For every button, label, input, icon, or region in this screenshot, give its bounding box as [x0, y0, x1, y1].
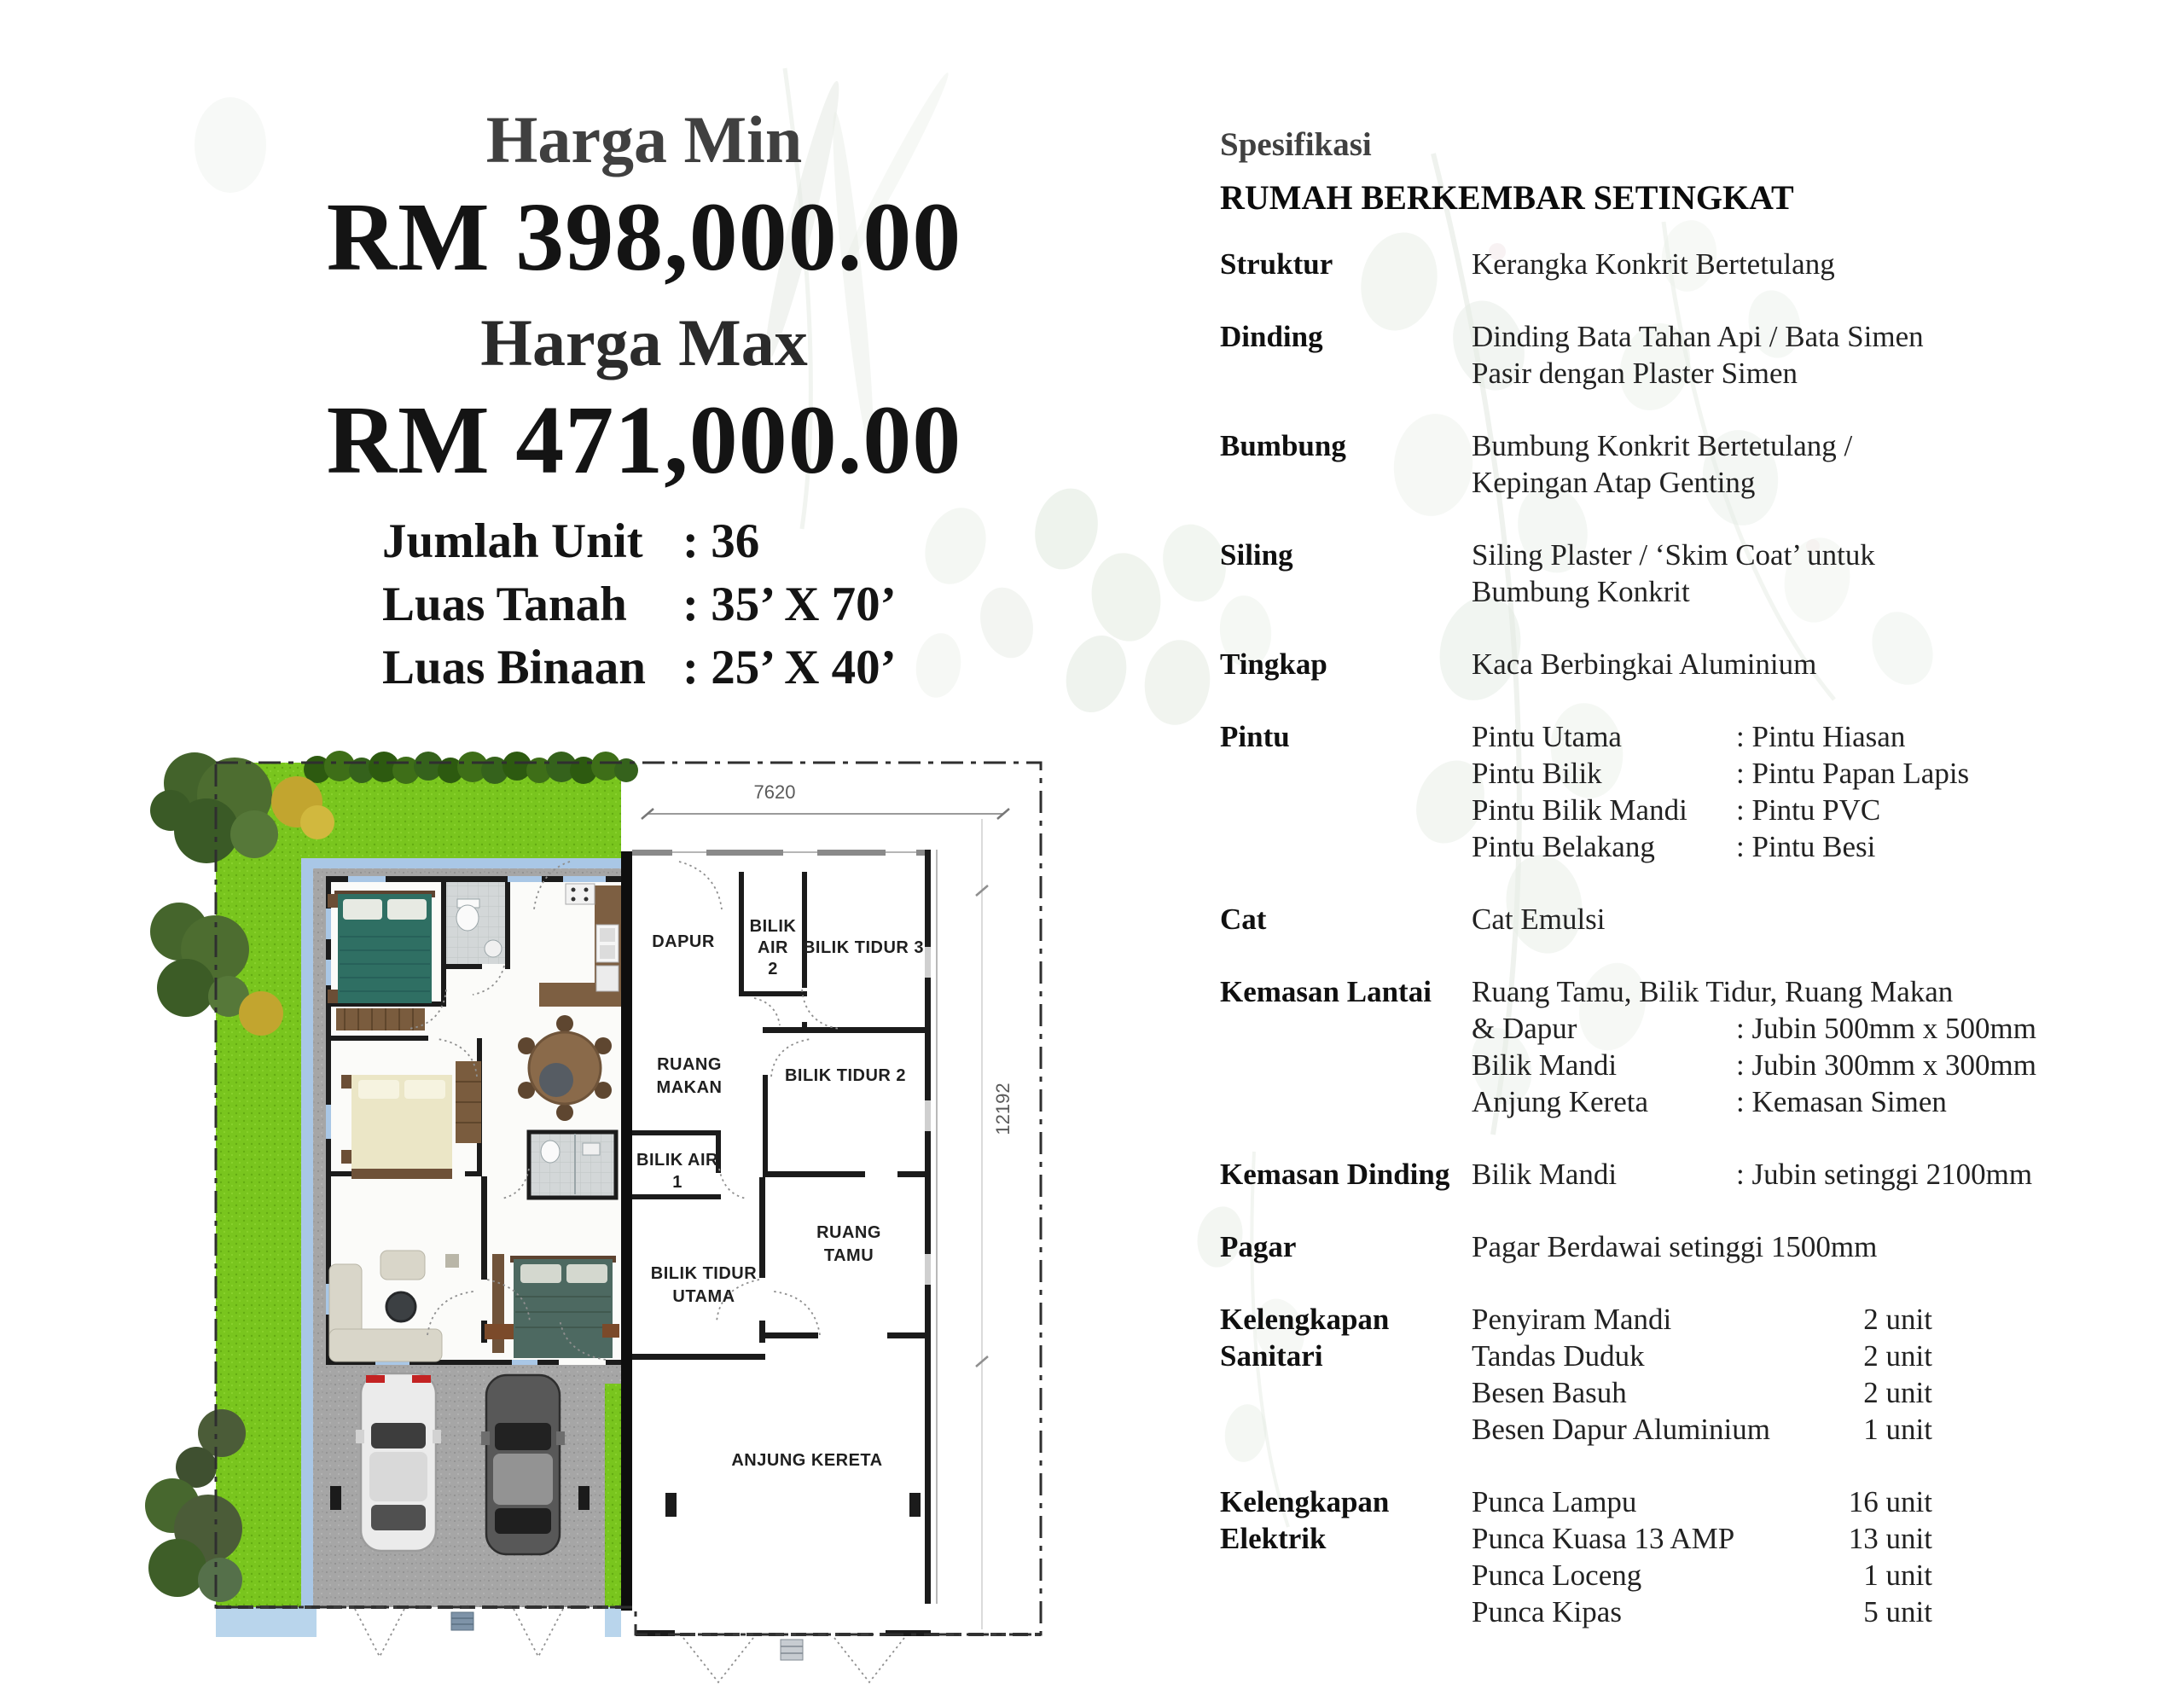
spec-row-pintu: Pintu Pintu Utama : Pintu Hiasan Pintu Bilik : Pintu Papan Lapis Pintu Bilik Mandi : Pintu PVC Pintu Belakang : Pintu Besi [1220, 720, 1970, 863]
specifications [1220, 125, 2082, 1666]
detail-row-luas-tanah [382, 573, 897, 636]
svg-text:1: 1 [672, 1173, 682, 1192]
svg-text:BILIK TIDUR: BILIK TIDUR [650, 1264, 758, 1283]
spec-row-tingkap: Tingkap Kaca Berbingkai Aluminium [1220, 647, 1817, 681]
detail-label: Luas Tanah [382, 578, 627, 631]
svg-text:BILIK: BILIK [749, 917, 797, 936]
detail-row-jumlah-unit [382, 510, 897, 573]
price-min-value: RM 398,000.00 [326, 183, 962, 291]
spec-row-cat: Cat Cat Emulsi [1220, 903, 1606, 936]
detail-value: : 36 [682, 514, 760, 568]
detail-label: Luas Binaan [382, 641, 646, 694]
bed [341, 1075, 452, 1179]
dim-depth: 12192 [992, 1083, 1014, 1135]
room-labels [636, 917, 924, 1470]
dimensions [642, 781, 1014, 1629]
detail-value: : 35’ X 70’ [682, 578, 897, 631]
room-label-anjung-kereta: ANJUNG KERETA [731, 1451, 883, 1470]
car [481, 1375, 565, 1554]
porch-pillar [578, 1486, 590, 1510]
price-max-value: RM 471,000.00 [326, 386, 962, 494]
specs-title: Spesifikasi [1220, 126, 1372, 163]
hedge [304, 751, 638, 784]
porch-pillar [909, 1493, 921, 1517]
svg-text:BILIK AIR: BILIK AIR [636, 1151, 718, 1170]
dim-width: 7620 [753, 781, 796, 803]
svg-text:RUANG: RUANG [816, 1223, 881, 1242]
spec-row-kemasan-lantai: Kemasan Lantai Ruang Tamu, Bilik Tidur, Ruang Makan & Dapur : Jubin 500mm x 500mm Bilik Mandi : Jubin 300mm x 300mm Anjung Kereta : Kemasan Simen [1220, 975, 2036, 1118]
detail-row-luas-binaan [382, 636, 897, 700]
bed [510, 1256, 616, 1358]
floor-plan [119, 742, 1075, 1689]
detail-label: Jumlah Unit [382, 514, 643, 568]
unit-details [382, 510, 897, 700]
price-min-label: Harga Min [485, 102, 803, 177]
bathroom [446, 882, 505, 964]
svg-text:UTAMA: UTAMA [672, 1287, 735, 1306]
spec-row-siling: Siling Siling Plaster / ‘Skim Coat’ untuk Bumbung Konkrit [1220, 538, 1875, 608]
porch-pillar [330, 1486, 341, 1510]
step [781, 1640, 803, 1660]
svg-text:2: 2 [768, 960, 778, 978]
svg-text:AIR: AIR [758, 938, 788, 957]
spec-row-kemasan-dinding: Kemasan Dinding Bilik Mandi : Jubin setinggi 2100mm [1220, 1158, 2033, 1191]
detail-value: : 25’ X 40’ [682, 641, 897, 694]
spec-row-struktur: Struktur Kerangka Konkrit Bertetulang [1220, 247, 1835, 281]
party-wall [621, 851, 632, 1611]
specs-subtitle: RUMAH BERKEMBAR SETINGKAT [1220, 178, 1794, 217]
door-leaf [485, 1324, 514, 1339]
tree-icon [145, 1409, 246, 1602]
door-leaf [602, 1324, 619, 1338]
price-block [213, 99, 1075, 496]
svg-text:MAKAN: MAKAN [656, 1078, 723, 1097]
spec-row-kelengkapan-sanitari: Kelengkapan Sanitari Penyiram Mandi 2 unit Tandas Duduk 2 unit Besen Basuh 2 unit Besen Dapur Aluminium 1 unit [1220, 1303, 1932, 1446]
spec-row-bumbung: Bumbung Bumbung Konkrit Bertetulang / Kepingan Atap Genting [1220, 429, 1853, 499]
svg-text:RUANG: RUANG [657, 1055, 722, 1074]
car [356, 1373, 441, 1551]
room-label-dapur: DAPUR [652, 932, 715, 951]
porch-pillar [665, 1493, 677, 1517]
step [451, 1612, 473, 1630]
svg-text:TAMU: TAMU [823, 1246, 874, 1265]
room-label-bilik-tidur-3: BILIK TIDUR 3 [802, 938, 925, 957]
bed [328, 891, 435, 1003]
spec-row-kelengkapan-elektrik: Kelengkapan Elektrik Punca Lampu 16 unit Punca Kuasa 13 AMP 13 unit Punca Loceng 1 unit Punca Kipas 5 unit [1220, 1485, 1932, 1628]
room-label-bilik-tidur-2: BILIK TIDUR 2 [784, 1066, 907, 1085]
price-max-label: Harga Max [480, 305, 808, 380]
spec-row-pagar: Pagar Pagar Berdawai setinggi 1500mm [1220, 1230, 1878, 1263]
spec-row-dinding: Dinding Dinding Bata Tahan Api / Bata Simen Pasir dengan Plaster Simen [1220, 320, 1924, 390]
